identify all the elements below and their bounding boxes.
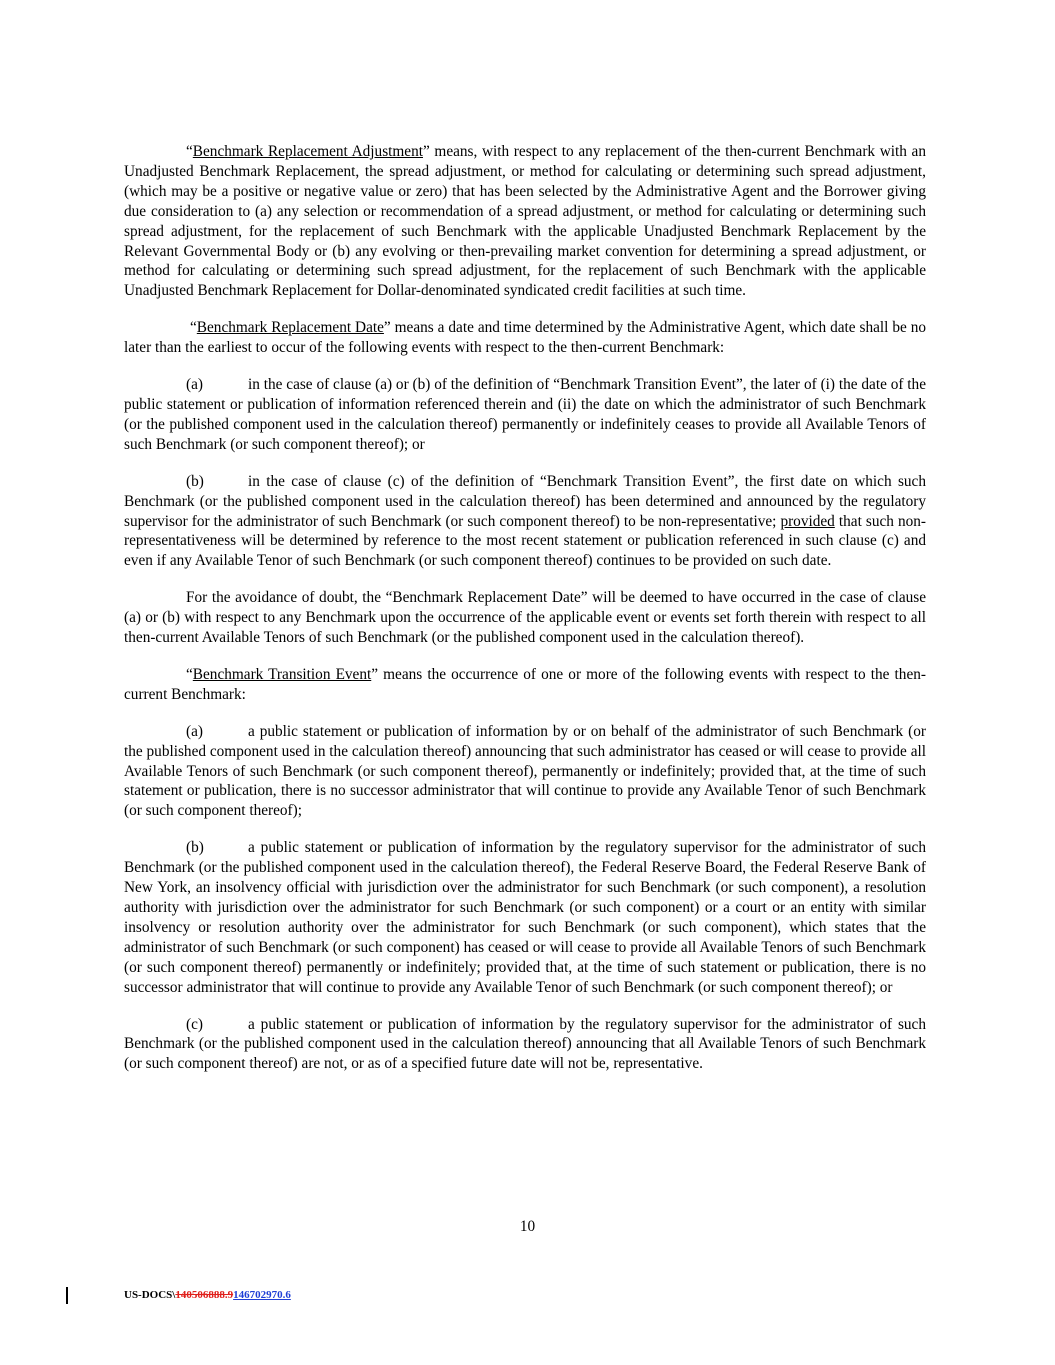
document-id-footer <box>124 1289 291 1301</box>
defined-term: Benchmark Replacement Date <box>196 319 384 337</box>
clause-a-transition-event <box>124 722 926 822</box>
inserted-doc-id: 146702970.6 <box>233 1289 291 1301</box>
defined-term: Benchmark Transition Event <box>192 665 372 683</box>
clause-text-continued: that such non-representativeness will be determined by reference to the most recent statement or publication referenced in such clause (c) and even if any Available Tenor of such Benchmark (or such component thereof) continues to be provided on such date. <box>124 512 926 570</box>
doc-id-prefix: US-DOCS\ <box>124 1289 176 1301</box>
open-quote: “ <box>186 143 193 160</box>
clause-label: (b) <box>186 839 204 857</box>
definition-benchmark-replacement-date <box>124 318 926 358</box>
clause-b-transition-event <box>124 838 926 997</box>
definition-text: ” means, with respect to any replacement of the then-current Benchmark with an Unadjusted Benchmark Replacement, the spread adjustment, or method for calculating or determining such spread adjustment, (which may be a positive or negative value or zero) that has been selected by the Administrative Agent and the Borrower giving due consideration to (a) any selection or recommendation of a spread adjustment, or method for calculating or determining such spread adjustment, for the replacement of such Benchmark with the applicable Unadjusted Benchmark Replacement by the Relevant Governmental Body or (b) any evolving or then-prevailing market convention for determining a spread adjustment, or method for calculating or determining such spread adjustment, for the replacement of such Benchmark with the applicable Unadjusted Benchmark Replacement for Dollar-denominated syndicated credit facilities at such time. <box>124 143 926 300</box>
document-body <box>124 142 926 1091</box>
clause-c-transition-event <box>124 1015 926 1075</box>
avoidance-of-doubt-paragraph: For the avoidance of doubt, the “Benchmark Replacement Date” will be deemed to have occurred in the case of clause (a) or (b) with respect to any Benchmark upon the occurrence of the applicable event or events set forth therein with respect to all then-current Available Tenors of such Benchmark (or the published component used in the calculation thereof). <box>124 589 926 647</box>
deleted-doc-id: 140506888.9 <box>175 1289 234 1301</box>
definition-benchmark-replacement-adjustment <box>124 142 926 301</box>
clause-text: in the case of clause (a) or (b) of the definition of “Benchmark Transition Event”, the later of (i) the date of the public statement or publication of information referenced therein and (ii) the date on which the administrator of such Benchmark (or the published component used in the calculation thereof) permanently or indefinitely ceases to provide all Available Tenors of such Benchmark (or such component thereof); or <box>124 376 926 453</box>
provided-term: provided <box>780 512 835 530</box>
definition-benchmark-transition-event <box>124 665 926 705</box>
clause-b-replacement-date <box>124 472 926 572</box>
open-quote: “ <box>186 665 193 683</box>
clause-label: (c) <box>186 1015 203 1033</box>
page-number: 10 <box>519 1218 536 1235</box>
definition-text: ” means a date and time determined by the Administrative Agent, which date shall be no later than the earliest to occur of the following events with respect to the then-current Benchmark: <box>124 319 926 357</box>
definition-text: ” means the occurrence of one or more of the following events with respect to the then-current Benchmark: <box>124 665 926 703</box>
clause-label: (a) <box>186 376 203 394</box>
defined-term: Benchmark Replacement Adjustment <box>192 143 423 160</box>
clause-text: in the case of clause (c) of the definition of “Benchmark Transition Event”, the first date on which such Benchmark (or the published component used in the calculation thereof) has been determined and announced by the regulatory supervisor for the administrator of such Benchmark (or such component thereof) to be non-representative; <box>124 472 926 530</box>
revision-change-bar <box>66 1287 68 1304</box>
open-quote: “ <box>190 319 197 337</box>
clause-text: a public statement or publication of information by or on behalf of the administrator of such Benchmark (or the published component used in the calculation thereof) announcing that such administrator has ceased or will cease to provide all Available Tenors of such Benchmark (or such component thereof), permanently or indefinitely; provided that, at the time of such statement or publication, there is no successor administrator that will continue to provide any Available Tenor of such Benchmark (or such component thereof); <box>124 722 926 820</box>
clause-label: (a) <box>186 722 203 740</box>
clause-text: a public statement or publication of information by the regulatory supervisor for the administrator of such Benchmark (or the published component used in the calculation thereof) announcing that all Available Tenors of such Benchmark (or such component thereof) are not, or as of a specified future date will not be, representative. <box>124 1015 926 1073</box>
clause-a-replacement-date <box>124 375 926 455</box>
clause-text: a public statement or publication of information by the regulatory supervisor for the administrator of such Benchmark (or the published component used in the calculation thereof), the Federal Reserve Board, the Federal Reserve Bank of New York, an insolvency official with jurisdiction over the administrator for such Benchmark (or such component), a resolution authority with jurisdiction over the administrator for such Benchmark (or such component) or a court or an entity with similar insolvency or resolution authority over the administrator for such Benchmark (or such component), which states that the administrator of such Benchmark (or such component) has ceased or will cease to provide all Available Tenors of such Benchmark (or such component thereof) permanently or indefinitely; provided that, at the time of such statement or publication, there is no successor administrator that will continue to provide any Available Tenor of such Benchmark (or such component thereof); or <box>124 839 926 996</box>
clause-label: (b) <box>186 472 204 490</box>
